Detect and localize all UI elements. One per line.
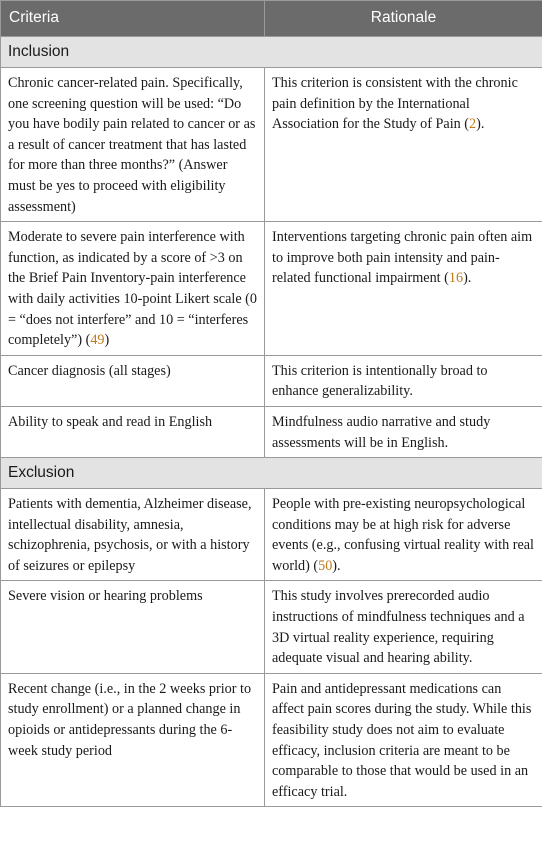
criteria-cell <box>1 489 265 581</box>
table-row <box>1 406 542 457</box>
rationale-text: This criterion is consistent with the chronic pain definition by the International Association for the Study of Pain (2). <box>272 75 518 133</box>
table-row <box>1 489 542 581</box>
table-row <box>1 355 542 406</box>
criteria-cell <box>1 673 265 807</box>
section-title-exclusion: Exclusion <box>1 458 542 489</box>
table-row <box>1 673 542 807</box>
section-row-inclusion <box>1 37 542 68</box>
rationale-text: Interventions targeting chronic pain often aim to improve both pain intensity and pain-related functional impairment (16). <box>272 229 533 287</box>
rationale-cell <box>265 68 542 222</box>
criteria-cell <box>1 406 265 457</box>
section-title-inclusion: Inclusion <box>1 37 542 68</box>
rationale-cell <box>265 673 542 807</box>
table-row <box>1 68 542 222</box>
reference-link[interactable]: 16 <box>448 270 464 287</box>
criteria-text: Moderate to severe pain interference with function, as indicated by a score of >3 on the Brief Pain Inventory-pain interference with daily activities 10-point Likert scale (0 = “does not interfere” and 10 = “interferes completely”) (49) <box>8 229 258 349</box>
reference-link[interactable]: 49 <box>90 332 105 349</box>
rationale-cell <box>265 406 542 457</box>
criteria-cell <box>1 68 265 222</box>
rationale-cell <box>265 222 542 356</box>
criteria-text: Recent change (i.e., in the 2 weeks prior to study enrollment) or a planned change in opioids or antidepressants during the 6-week study period <box>8 680 252 759</box>
rationale-text: Pain and antidepressant medications can affect pain scores during the study. While this feasibility study does not aim to evaluate efficacy, inclusion criteria are meant to be comparable to those that would be used in an efficacy trial. <box>272 680 532 800</box>
rationale-text: People with pre-existing neuropsychological conditions may be at high risk for adverse events (e.g., confusing virtual reality with real world) (50). <box>272 496 534 574</box>
criteria-header: Criteria <box>1 1 265 37</box>
criteria-text: Cancer diagnosis (all stages) <box>8 362 171 379</box>
header-row <box>1 1 542 37</box>
table-row <box>1 581 542 673</box>
criteria-text: Severe vision or hearing problems <box>8 588 203 605</box>
rationale-cell <box>265 489 542 581</box>
rationale-text: This study involves prerecorded audio instructions of mindfulness techniques and a 3D virtual reality experience, requiring adequate visual and hearing ability. <box>272 588 525 667</box>
criteria-cell <box>1 355 265 406</box>
reference-link[interactable]: 2 <box>469 116 477 133</box>
table-row <box>1 222 542 356</box>
rationale-text: Mindfulness audio narrative and study assessments will be in English. <box>272 413 491 451</box>
rationale-cell <box>265 581 542 673</box>
criteria-text: Patients with dementia, Alzheimer disease, intellectual disability, amnesia, schizophrenia, psychosis, or with a history of seizures or epilepsy <box>8 496 252 574</box>
rationale-text: This criterion is intentionally broad to enhance generalizability. <box>272 362 488 400</box>
criteria-cell <box>1 222 265 356</box>
criteria-text: Chronic cancer-related pain. Specifically, one screening question will be used: “Do you have bodily pain related to cancer or as a result of cancer treatment that has lasted for more than three months?” (Answer must be yes to proceed with eligibility assessment) <box>8 75 256 215</box>
criteria-cell <box>1 581 265 673</box>
reference-link[interactable]: 50 <box>318 557 333 574</box>
section-row-exclusion <box>1 458 542 489</box>
criteria-text: Ability to speak and read in English <box>8 413 213 430</box>
rationale-cell <box>265 355 542 406</box>
rationale-header: Rationale <box>265 1 542 37</box>
